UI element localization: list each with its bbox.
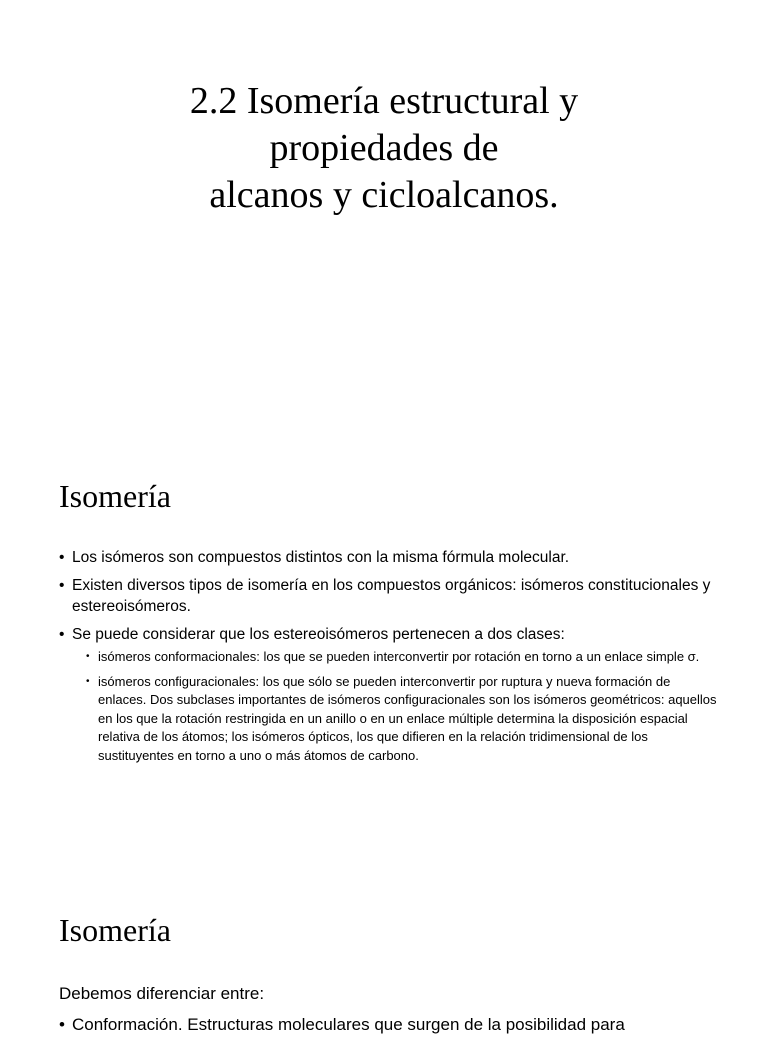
bullet-text: Se puede considerar que los estereoisómeros pertenecen a dos clases: (72, 626, 565, 643)
slide-title (0, 78, 768, 219)
title-line: propiedades de (269, 127, 499, 169)
title-line: 2.2 Isomería estructural y (189, 80, 579, 122)
sub-bullet-item: • isómeros conformacionales: los que se pueden interconvertir por rotación en torno a un enlace simple σ. (72, 648, 719, 667)
isomeria-slide-2 (0, 882, 768, 1034)
sub-bullet-list (72, 648, 719, 765)
intro-text: Debemos diferenciar entre: (59, 984, 265, 1003)
title-slide (0, 0, 768, 432)
title-line: alcanos y cicloalcanos. (209, 174, 559, 216)
bullet-list (59, 547, 719, 772)
bullet-item (59, 624, 719, 765)
bullet-list (59, 1013, 759, 1037)
isomeria-slide (0, 441, 768, 873)
slide-heading: Isomería (59, 912, 171, 948)
slide-heading: Isomería (59, 478, 171, 514)
bullet-item: • Los isómeros son compuestos distintos con la misma fórmula molecular. (59, 547, 719, 568)
bullet-item: • Existen diversos tipos de isomería en los compuestos orgánicos: isómeros constitucionales y estereoisómeros. (59, 575, 719, 617)
bullet-item: • Conformación. Estructuras moleculares que surgen de la posibilidad para (59, 1013, 759, 1037)
sub-bullet-item: • isómeros configuracionales: los que sólo se pueden interconvertir por ruptura y nueva formación de enlaces. Dos subclases importantes de isómeros configuracionales son los isómeros geométricos: aquellos en los que la rotación restringida en un anillo o en un enlace múltiple determina la disposición espacial relativa de los átomos; los isómeros ópticos, los que difieren en la relación tridimensional de los sustituyentes en torno a uno o más átomos de carbono. (72, 673, 719, 766)
